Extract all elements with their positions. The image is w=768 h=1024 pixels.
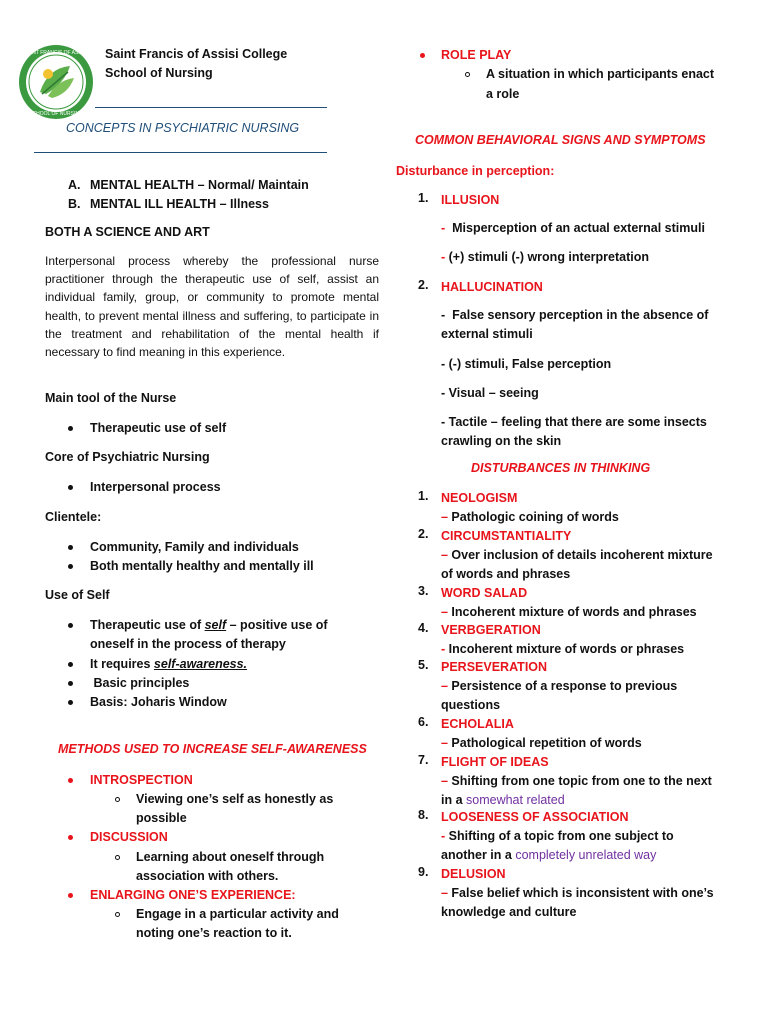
thinking-item-name: FLIGHT OF IDEAS — [441, 755, 549, 769]
item-b-text: MENTAL ILL HEALTH – Illness — [90, 197, 269, 211]
bullet-icon — [68, 835, 73, 840]
use-self-item-2: It requires self-awareness. — [90, 657, 248, 671]
college-name: Saint Francis of Assisi College — [105, 47, 288, 61]
core-label: Core of Psychiatric Nursing — [45, 450, 210, 464]
perception-heading: Disturbance in perception: — [396, 164, 555, 178]
hallucination-heading: HALLUCINATION — [441, 280, 543, 294]
definition-paragraph: Interpersonal process whereby the professional nurse practitioner through the therapeutic use of self, assist an individual family, group, or community to promote mental health, to prevent mental illness and suffering, to participate in the treatment and rehabilitation of the mental health if necessary to find meaning in this experience. — [45, 254, 379, 360]
hallucination-desc-1: - False sensory perception in the absence of — [441, 308, 709, 322]
thinking-item-name: WORD SALAD — [441, 586, 528, 600]
item-a-text: MENTAL HEALTH – Normal/ Maintain — [90, 178, 309, 192]
role-play-desc: A situation in which participants enact — [486, 67, 715, 81]
circle-bullet-icon — [465, 72, 470, 77]
hallucination-desc-4-cont: crawling on the skin — [441, 434, 562, 448]
bullet-icon — [68, 426, 73, 431]
bullet-icon — [68, 485, 73, 490]
method-discussion-desc-cont: association with others. — [136, 869, 279, 883]
circle-bullet-icon — [115, 855, 120, 860]
thinking-item-desc: – Incoherent mixture of words and phrases — [441, 605, 697, 619]
thinking-item-desc: – Persistence of a response to previous — [441, 679, 678, 693]
thinking-item-name: LOOSENESS OF ASSOCIATION — [441, 810, 629, 824]
methods-heading: METHODS USED TO INCREASE SELF-AWARENESS — [58, 742, 367, 756]
main-tool-label: Main tool of the Nurse — [45, 391, 177, 405]
seal-icon — [18, 44, 94, 120]
illusion-heading: ILLUSION — [441, 193, 500, 207]
use-self-item-1: Therapeutic use of self – positive use of — [90, 618, 328, 632]
thinking-item-desc: - Incoherent mixture of words or phrases — [441, 642, 685, 656]
bullet-icon — [68, 545, 73, 550]
hallucination-desc-4: - Tactile – feeling that there are some insects — [441, 415, 707, 429]
use-self-item-3: Basic principles — [90, 676, 190, 690]
bullet-icon — [68, 893, 73, 898]
thinking-item-name: NEOLOGISM — [441, 491, 518, 505]
thinking-item-number: 6. — [418, 715, 429, 729]
thinking-item-number: 2. — [418, 527, 429, 541]
bullet-icon — [68, 681, 73, 686]
thinking-item-number: 5. — [418, 658, 429, 672]
thinking-heading: DISTURBANCES IN THINKING — [471, 461, 651, 475]
thinking-item-name: ECHOLALIA — [441, 717, 514, 731]
title-divider — [34, 152, 327, 153]
thinking-item-desc-cont: questions — [441, 698, 501, 712]
hallucination-desc-3: - Visual – seeing — [441, 386, 539, 400]
college-logo — [18, 44, 94, 120]
clientele-label: Clientele: — [45, 510, 102, 524]
thinking-item-name: CIRCUMSTANTIALITY — [441, 529, 572, 543]
bullet-icon — [68, 662, 73, 667]
core-item: Interpersonal process — [90, 480, 221, 494]
method-introspection-desc: Viewing one’s self as honestly as — [136, 792, 334, 806]
use-self-item-4: Basis: Joharis Window — [90, 695, 227, 709]
method-enlarging: ENLARGING ONE’S EXPERIENCE: — [90, 888, 296, 902]
thinking-item-desc-cont: knowledge and culture — [441, 905, 577, 919]
item-b-marker: B. — [68, 197, 81, 211]
bullet-icon — [68, 564, 73, 569]
main-tool-item: Therapeutic use of self — [90, 421, 227, 435]
thinking-item-number: 1. — [418, 489, 429, 503]
method-introspection: INTROSPECTION — [90, 773, 193, 787]
header-divider — [95, 107, 327, 108]
thinking-item-number: 4. — [418, 621, 429, 635]
item-a-marker: A. — [68, 178, 81, 192]
thinking-item-desc-cont: of words and phrases — [441, 567, 571, 581]
hallucination-desc-1-cont: external stimuli — [441, 327, 533, 341]
bullet-icon — [420, 53, 425, 58]
thinking-item-name: DELUSION — [441, 867, 506, 881]
svg-text:SCHOOL OF NURSING: SCHOOL OF NURSING — [29, 111, 83, 117]
svg-text:SAINT FRANCIS OF ASSISI: SAINT FRANCIS OF ASSISI — [24, 50, 88, 56]
illusion-desc-2: - (+) stimuli (-) wrong interpretation — [441, 250, 649, 264]
illusion-number: 1. — [418, 191, 429, 205]
hallucination-number: 2. — [418, 278, 429, 292]
thinking-item-number: 9. — [418, 865, 429, 879]
page-title: CONCEPTS IN PSYCHIATRIC NURSING — [66, 121, 300, 135]
method-enlarging-desc: Engage in a particular activity and — [136, 907, 339, 921]
signs-heading: COMMON BEHAVIORAL SIGNS AND SYMPTOMS — [415, 133, 706, 147]
thinking-item-desc: – False belief which is inconsistent with one’s — [441, 886, 714, 900]
thinking-item-desc: - Shifting of a topic from one subject to — [441, 829, 674, 843]
thinking-item-name: PERSEVERATION — [441, 660, 548, 674]
clientele-item-1: Community, Family and individuals — [90, 540, 299, 554]
role-play-desc-cont: a role — [486, 87, 520, 101]
illusion-desc-1: - Misperception of an actual external stimuli — [441, 221, 705, 235]
method-introspection-desc-cont: possible — [136, 811, 187, 825]
clientele-item-2: Both mentally healthy and mentally ill — [90, 559, 314, 573]
thinking-item-desc: – Shifting from one topic from one to the next — [441, 774, 712, 788]
bullet-icon — [68, 700, 73, 705]
thinking-item-desc-cont: in a somewhat related — [441, 793, 565, 807]
thinking-item-number: 8. — [418, 808, 429, 822]
bullet-icon — [68, 623, 73, 628]
use-self-item-1-cont: oneself in the process of therapy — [90, 637, 286, 651]
school-name: School of Nursing — [105, 66, 213, 80]
thinking-item-desc: – Pathological repetition of words — [441, 736, 642, 750]
circle-bullet-icon — [115, 912, 120, 917]
bullet-icon — [68, 778, 73, 783]
hallucination-desc-2: - (-) stimuli, False perception — [441, 357, 612, 371]
thinking-item-desc-cont: another in a completely unrelated way — [441, 848, 657, 862]
thinking-item-desc: – Over inclusion of details incoherent mixture — [441, 548, 713, 562]
role-play-heading: ROLE PLAY — [441, 48, 512, 62]
method-enlarging-desc-cont: noting one’s reaction to it. — [136, 926, 292, 940]
thinking-item-desc: – Pathologic coining of words — [441, 510, 619, 524]
use-of-self-label: Use of Self — [45, 588, 110, 602]
thinking-item-number: 3. — [418, 584, 429, 598]
thinking-item-number: 7. — [418, 753, 429, 767]
circle-bullet-icon — [115, 797, 120, 802]
science-art-heading: BOTH A SCIENCE AND ART — [45, 225, 210, 239]
method-discussion: DISCUSSION — [90, 830, 168, 844]
method-discussion-desc: Learning about oneself through — [136, 850, 325, 864]
thinking-item-name: VERBGERATION — [441, 623, 541, 637]
